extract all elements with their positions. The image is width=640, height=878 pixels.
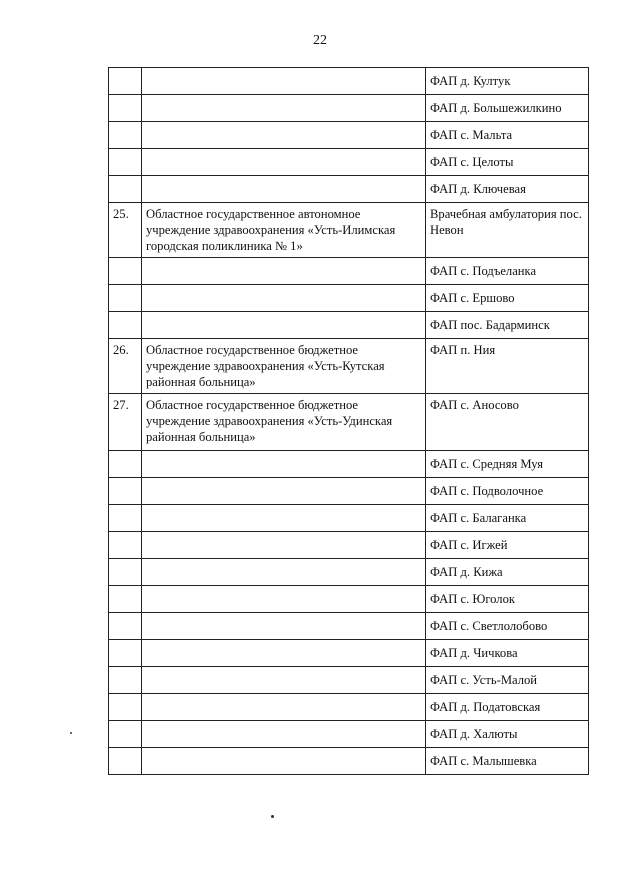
- table-row: [109, 505, 589, 532]
- medical-point-name: ФАП с. Ершово: [426, 285, 589, 312]
- row-number: [109, 613, 142, 640]
- organization-name: [142, 122, 426, 149]
- medical-point-name: Врачебная амбулатория пос. Невон: [426, 203, 589, 258]
- table-row: [109, 394, 589, 451]
- table-row: [109, 149, 589, 176]
- medical-point-name: ФАП с. Усть-Малой: [426, 667, 589, 694]
- medical-point-name: ФАП с. Балаганка: [426, 505, 589, 532]
- medical-point-name: ФАП пос. Бадарминск: [426, 312, 589, 339]
- medical-point-name: ФАП д. Култук: [426, 68, 589, 95]
- medical-point-name: ФАП с. Подволочное: [426, 478, 589, 505]
- medical-point-name: ФАП с. Мальта: [426, 122, 589, 149]
- medical-point-name: ФАП с. Аносово: [426, 394, 589, 451]
- organization-name: [142, 586, 426, 613]
- medical-point-name: ФАП д. Ключевая: [426, 176, 589, 203]
- medical-facilities-table: [108, 67, 589, 775]
- table-row: [109, 312, 589, 339]
- table-row: [109, 559, 589, 586]
- organization-name: [142, 258, 426, 285]
- row-number: [109, 312, 142, 339]
- organization-name: [142, 312, 426, 339]
- organization-name: [142, 176, 426, 203]
- row-number: 26.: [109, 339, 142, 394]
- medical-point-name: ФАП д. Халюты: [426, 721, 589, 748]
- table-row: [109, 478, 589, 505]
- scan-speck: [271, 815, 274, 818]
- row-number: [109, 505, 142, 532]
- table-row: [109, 339, 589, 394]
- row-number: [109, 559, 142, 586]
- table-row: [109, 748, 589, 775]
- organization-name: [142, 532, 426, 559]
- table-row: [109, 586, 589, 613]
- organization-name: Областное государственное бюджетное учреждение здравоохранения «Усть-Удинская районная больница»: [142, 394, 426, 451]
- row-number: [109, 694, 142, 721]
- table-row: [109, 285, 589, 312]
- table-row: [109, 203, 589, 258]
- medical-point-name: ФАП с. Целоты: [426, 149, 589, 176]
- row-number: [109, 149, 142, 176]
- table-row: [109, 613, 589, 640]
- organization-name: [142, 451, 426, 478]
- organization-name: [142, 505, 426, 532]
- organization-name: Областное государственное автономное учреждение здравоохранения «Усть-Илимская городская поликлиника № 1»: [142, 203, 426, 258]
- table-row: [109, 640, 589, 667]
- medical-point-name: ФАП п. Ния: [426, 339, 589, 394]
- table-row: [109, 122, 589, 149]
- medical-point-name: ФАП д. Чичкова: [426, 640, 589, 667]
- table-row: [109, 721, 589, 748]
- organization-name: [142, 95, 426, 122]
- organization-name: [142, 149, 426, 176]
- medical-point-name: ФАП с. Игжей: [426, 532, 589, 559]
- row-number: [109, 258, 142, 285]
- medical-point-name: ФАП д. Податовская: [426, 694, 589, 721]
- row-number: 25.: [109, 203, 142, 258]
- medical-point-name: ФАП с. Юголок: [426, 586, 589, 613]
- row-number: [109, 285, 142, 312]
- table-row: [109, 532, 589, 559]
- table-row: [109, 95, 589, 122]
- row-number: [109, 68, 142, 95]
- organization-name: [142, 640, 426, 667]
- row-number: [109, 451, 142, 478]
- row-number: [109, 122, 142, 149]
- medical-point-name: ФАП д. Большежилкино: [426, 95, 589, 122]
- row-number: [109, 586, 142, 613]
- organization-name: [142, 478, 426, 505]
- row-number: [109, 748, 142, 775]
- organization-name: [142, 285, 426, 312]
- row-number: [109, 478, 142, 505]
- table-row: [109, 667, 589, 694]
- row-number: [109, 95, 142, 122]
- row-number: [109, 176, 142, 203]
- organization-name: [142, 559, 426, 586]
- table-row: [109, 68, 589, 95]
- medical-point-name: ФАП д. Кижа: [426, 559, 589, 586]
- scan-speck: [70, 732, 72, 734]
- medical-point-name: ФАП с. Подъеланка: [426, 258, 589, 285]
- table-row: [109, 176, 589, 203]
- row-number: [109, 640, 142, 667]
- row-number: [109, 721, 142, 748]
- organization-name: [142, 667, 426, 694]
- organization-name: Областное государственное бюджетное учреждение здравоохранения «Усть-Кутская районная больница»: [142, 339, 426, 394]
- table-row: [109, 694, 589, 721]
- table-row: [109, 258, 589, 285]
- organization-name: [142, 68, 426, 95]
- row-number: [109, 667, 142, 694]
- page-number: 22: [313, 33, 327, 48]
- organization-name: [142, 694, 426, 721]
- medical-point-name: ФАП с. Малышевка: [426, 748, 589, 775]
- table-row: [109, 451, 589, 478]
- medical-point-name: ФАП с. Светлолобово: [426, 613, 589, 640]
- organization-name: [142, 721, 426, 748]
- row-number: 27.: [109, 394, 142, 451]
- row-number: [109, 532, 142, 559]
- medical-point-name: ФАП с. Средняя Муя: [426, 451, 589, 478]
- organization-name: [142, 748, 426, 775]
- organization-name: [142, 613, 426, 640]
